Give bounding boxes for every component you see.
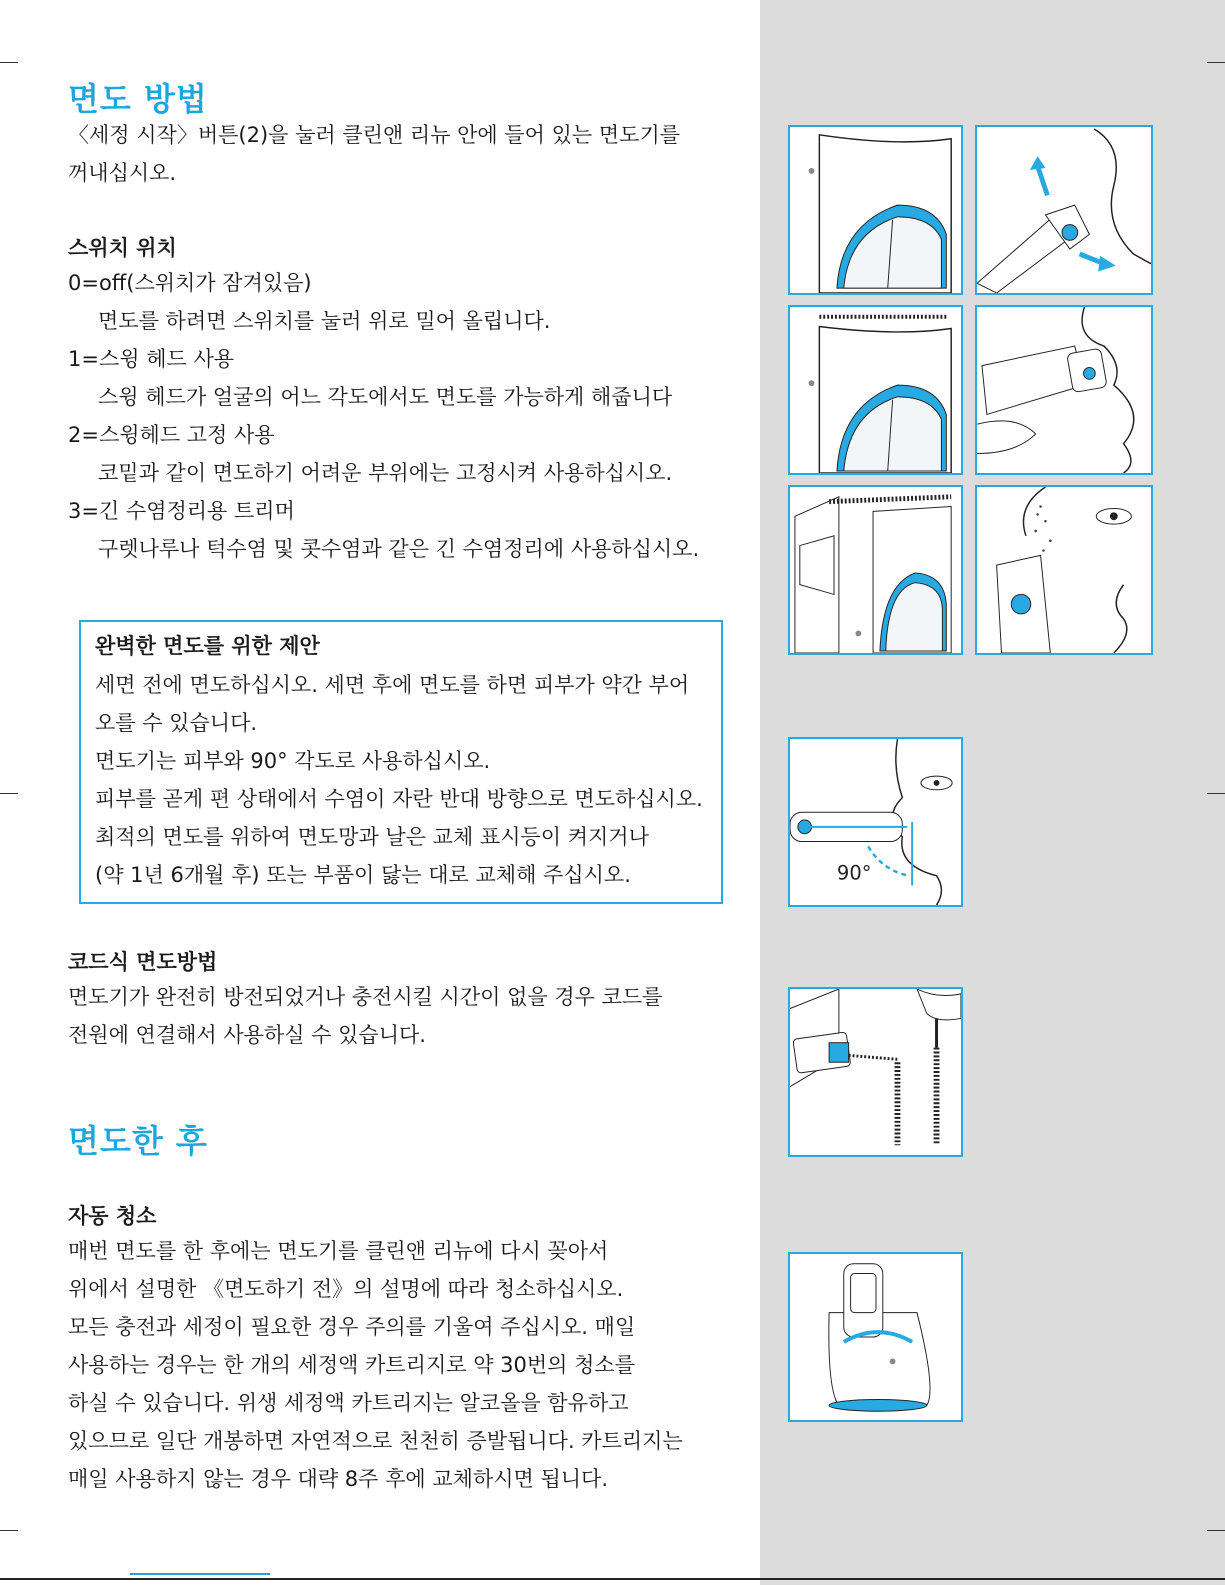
tip-line: 최적의 면도를 위하여 면도망과 날은 교체 표시등이 켜지거나 xyxy=(95,825,649,849)
figure-cord-plug xyxy=(788,987,963,1157)
tip-line: 세면 전에 면도하십시오. 세면 후에 면도를 하면 피부가 약간 부어 xyxy=(95,673,690,697)
autoclean-line: 있으므로 일단 개봉하면 자연적으로 천천히 증발됩니다. 카트리지는 xyxy=(68,1429,683,1453)
tip-line: 면도기는 피부와 90° 각도로 사용하십시오. xyxy=(95,749,491,773)
switch-line: 2=스윙헤드 고정 사용 xyxy=(68,423,275,447)
section-title-after-shaving: 면도한 후 xyxy=(68,1122,208,1160)
figure-shaver-head-off xyxy=(788,125,963,295)
intro-line: 꺼내십시오. xyxy=(68,161,177,185)
heading-switch-position: 스위치 위치 xyxy=(68,236,177,260)
switch-line: 3=긴 수염정리용 트리머 xyxy=(68,499,295,523)
autoclean-line: 사용하는 경우는 한 개의 세정액 카트리지로 약 30번의 청소를 xyxy=(68,1353,635,1377)
cord-line: 전원에 연결해서 사용하실 수 있습니다. xyxy=(68,1023,426,1047)
figure-shaving-lip xyxy=(975,305,1153,475)
cord-line: 면도기가 완전히 방전되었거나 충전시킬 시간이 없을 경우 코드를 xyxy=(68,985,663,1009)
figure-shaving-angle xyxy=(788,737,963,907)
figure-trimming-sideburn xyxy=(975,485,1153,655)
crop-mark xyxy=(1207,1530,1225,1531)
section-title-shaving: 면도 방법 xyxy=(68,80,208,118)
switch-line: 구렛나루나 턱수염 및 콧수염과 같은 긴 수염정리에 사용하십시오. xyxy=(98,537,700,561)
switch-line: 코밑과 같이 면도하기 어려운 부위에는 고정시켜 사용하십시오. xyxy=(98,461,673,485)
figure-clean-renew-station xyxy=(788,1252,963,1422)
tip-box xyxy=(79,620,723,904)
figure-swing-head xyxy=(975,125,1153,295)
heading-cord-shaving: 코드식 면도방법 xyxy=(68,950,218,974)
tip-line: 피부를 곧게 편 상태에서 수염이 자란 반대 방향으로 면도하십시오. xyxy=(95,787,703,811)
footer-rule xyxy=(0,1578,1225,1580)
autoclean-line: 매번 면도를 한 후에는 면도기를 클린앤 리뉴에 다시 꽂아서 xyxy=(68,1239,609,1263)
footer-accent-line xyxy=(130,1573,270,1575)
angle-label: 90° xyxy=(836,861,872,885)
intro-line: 〈세정 시작〉버튼(2)을 눌러 클린앤 리뉴 안에 들어 있는 면도기를 xyxy=(68,123,681,147)
autoclean-line: 모든 충전과 세정이 필요한 경우 주의를 기울여 주십시오. 매일 xyxy=(68,1315,636,1339)
switch-line: 1=스윙 헤드 사용 xyxy=(68,347,235,371)
heading-auto-clean: 자동 청소 xyxy=(68,1204,157,1228)
figure-trimmer xyxy=(788,485,963,655)
figure-switch-position-1 xyxy=(788,305,963,475)
tip-line: 오를 수 있습니다. xyxy=(95,711,258,735)
autoclean-line: 하실 수 있습니다. 위생 세정액 카트리지는 알코올을 함유하고 xyxy=(68,1391,629,1415)
heading-tips: 완벽한 면도를 위한 제안 xyxy=(95,634,320,658)
switch-line: 0=off(스위치가 잠겨있음) xyxy=(68,271,312,295)
autoclean-line: 위에서 설명한 《면도하기 전》의 설명에 따라 청소하십시오. xyxy=(68,1277,624,1301)
switch-line: 스윙 헤드가 얼굴의 어느 각도에서도 면도를 가능하게 해줍니다 xyxy=(98,385,673,409)
switch-line: 면도를 하려면 스위치를 눌러 위로 밀어 올립니다. xyxy=(98,309,551,333)
autoclean-line: 매일 사용하지 않는 경우 대략 8주 후에 교체하시면 됩니다. xyxy=(68,1467,609,1491)
tip-line: (약 1년 6개월 후) 또는 부품이 닳는 대로 교체해 주십시오. xyxy=(95,863,631,887)
crop-mark xyxy=(1207,793,1225,794)
crop-mark xyxy=(1207,62,1225,63)
